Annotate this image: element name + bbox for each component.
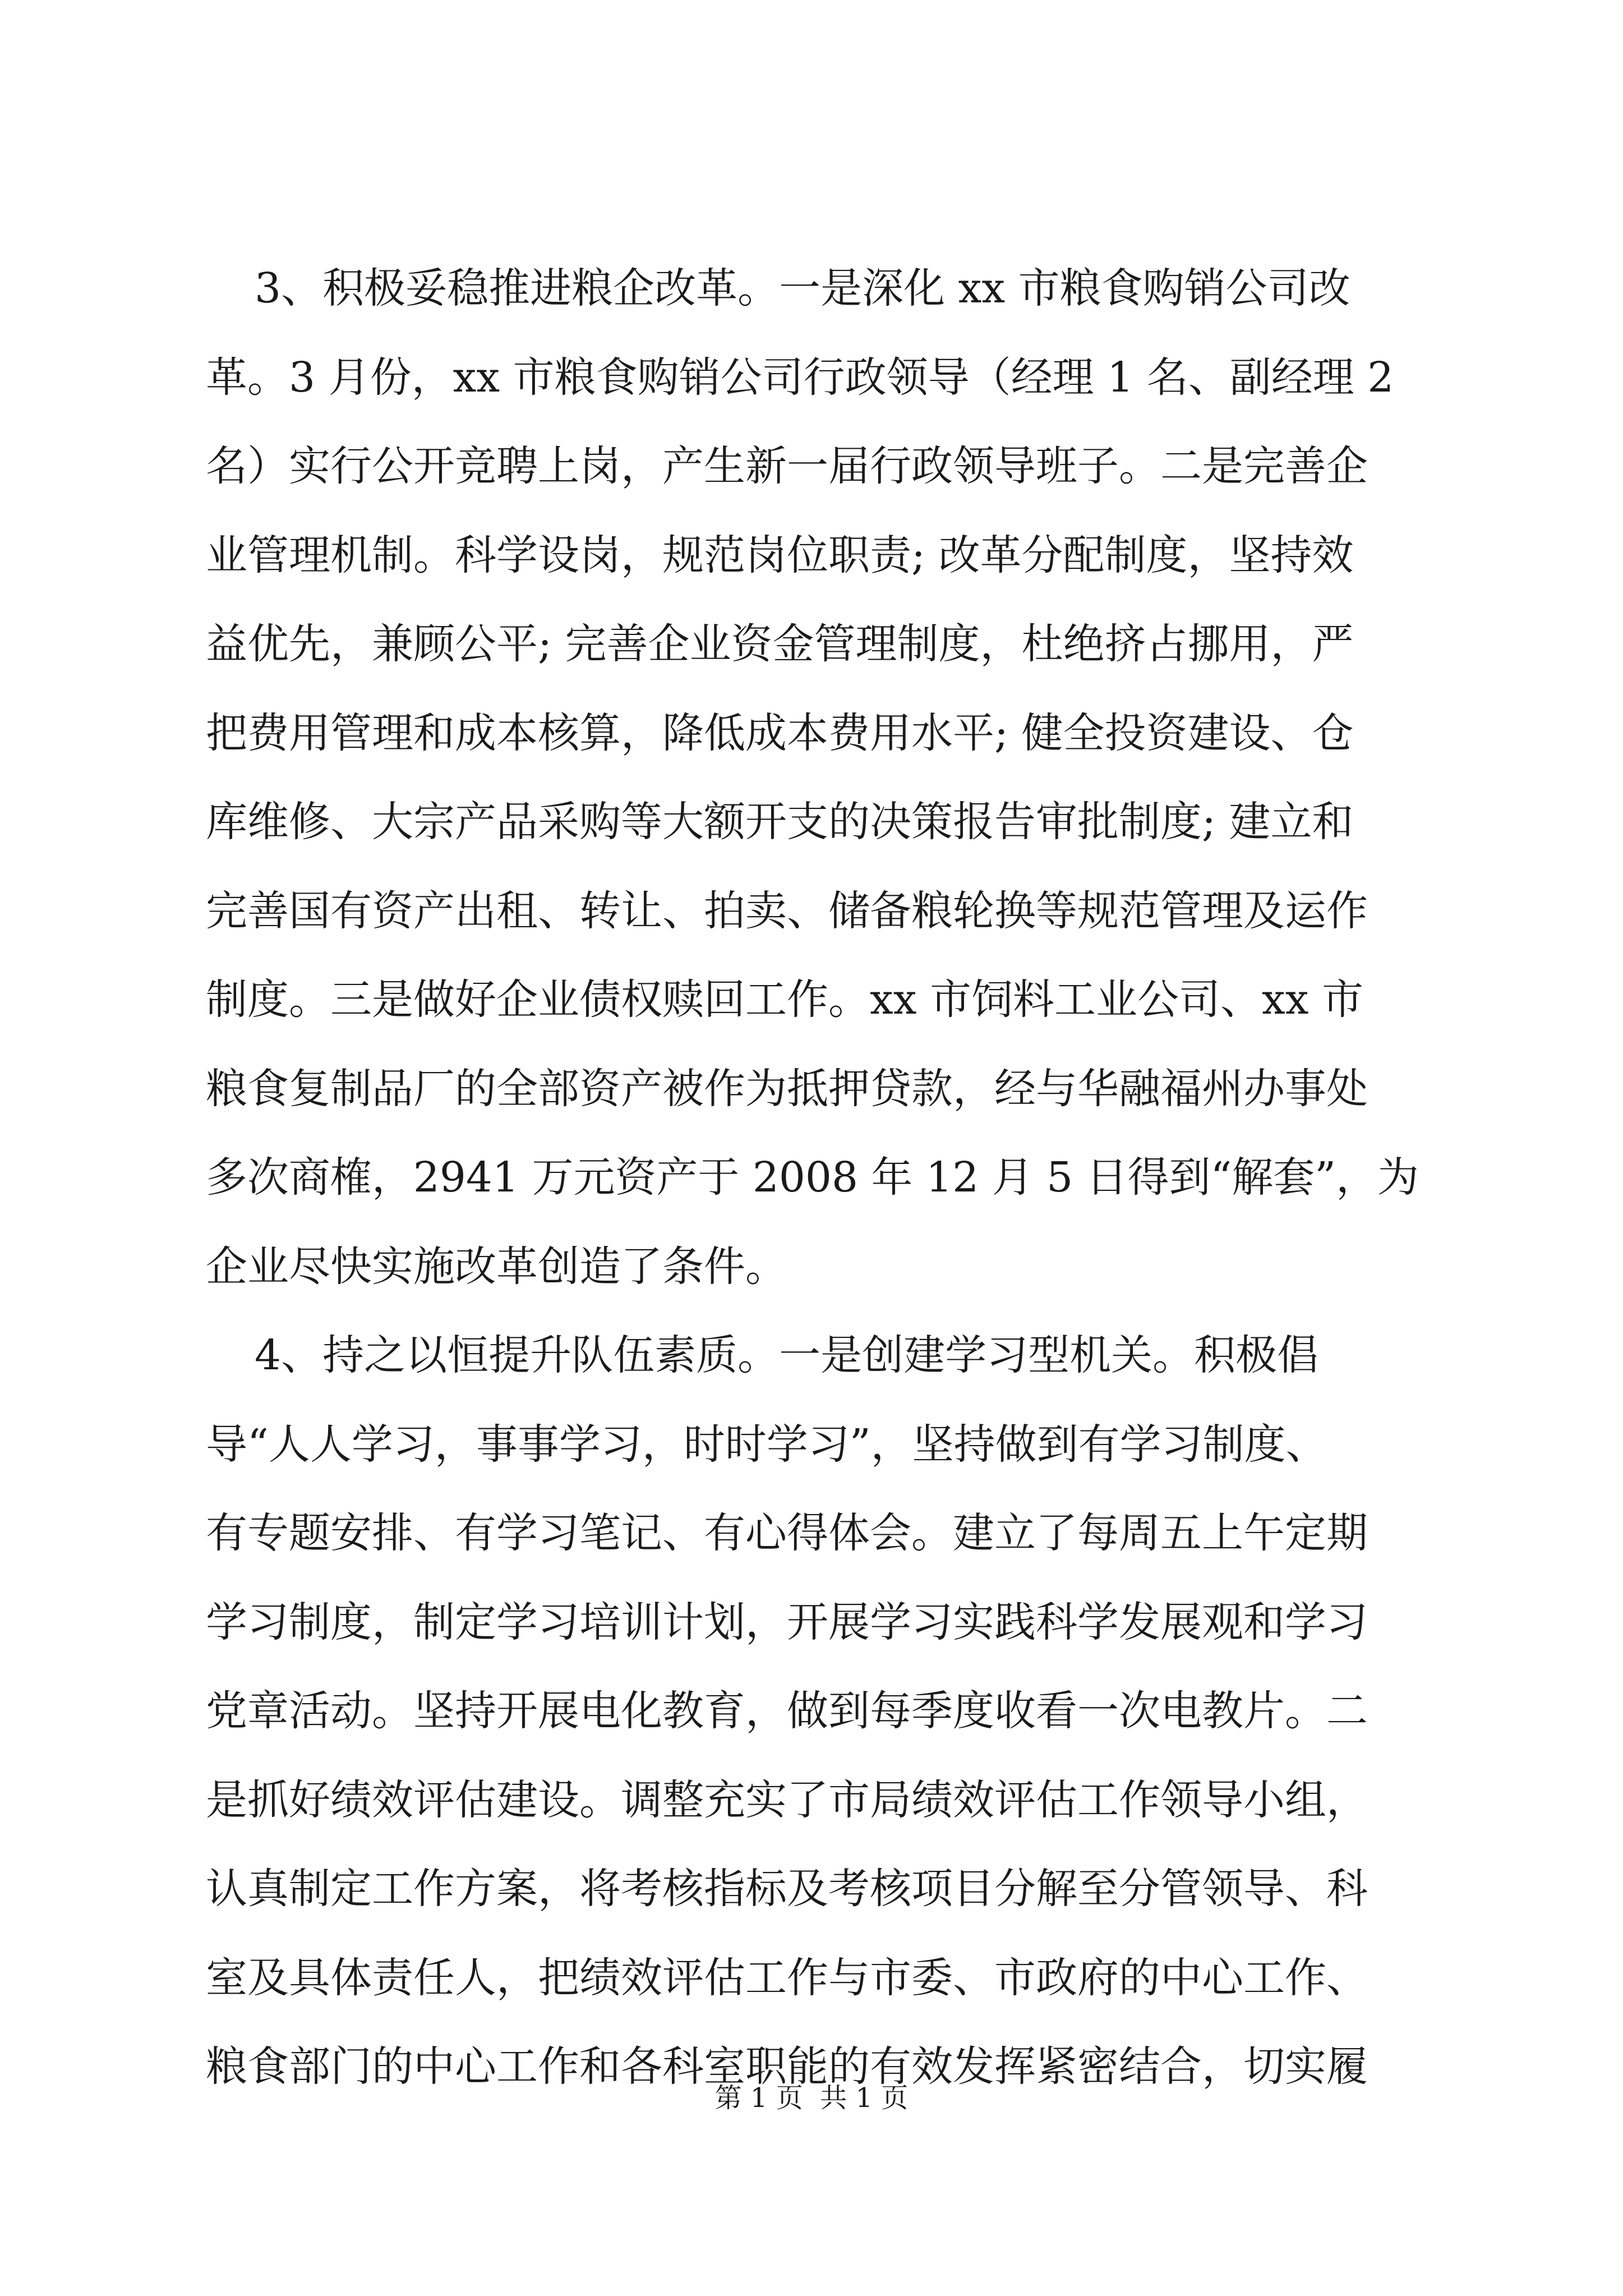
text-line: 室及具体责任人，把绩效评估工作与市委、市政府的中心工作、: [206, 1954, 1368, 2002]
text-line: 完善国有资产出租、转让、拍卖、储备粮轮换等规范管理及运作: [206, 887, 1368, 935]
text-line: 企业尽快实施改革创造了条件。: [206, 1243, 787, 1291]
text-line: 是抓好绩效评估建设。调整充实了市局绩效评估工作领导小组，: [206, 1776, 1368, 1824]
text-line: 认真制定工作方案，将考核指标及考核项目分解至分管领导、科: [206, 1865, 1368, 1913]
text-line: 名）实行公开竞聘上岗，产生新一届行政领导班子。二是完善企: [206, 442, 1368, 490]
text-line: 益优先，兼顾公平; 完善企业资金管理制度，杜绝挤占挪用，严: [206, 620, 1354, 668]
text-line: 革。3 月份，xx 市粮食购销公司行政领导（经理 1 名、副经理 2: [206, 353, 1394, 402]
text-line: 4、持之以恒提升队伍素质。一是创建学习型机关。积极倡: [255, 1331, 1319, 1379]
text-line: 粮食复制品厂的全部资产被作为抵押贷款，经与华融福州办事处: [206, 1065, 1368, 1113]
text-line: 业管理机制。科学设岗，规范岗位职责; 改革分配制度，坚持效: [206, 531, 1354, 579]
page-number-footer: 第 1 页 共 1 页: [714, 2082, 909, 2114]
text-line: 党章活动。坚持开展电化教育，做到每季度收看一次电教片。二: [206, 1687, 1368, 1735]
text-line: 多次商榷，2941 万元资产于 2008 年 12 月 5 日得到“解套”，为: [206, 1153, 1419, 1202]
text-line: 把费用管理和成本核算，降低成本费用水平; 健全投资建设、仓: [206, 709, 1354, 757]
text-line: 3、积极妥稳推进粮企改革。一是深化 xx 市粮食购销公司改: [255, 264, 1350, 312]
text-line: 学习制度，制定学习培训计划，开展学习实践科学发展观和学习: [206, 1598, 1368, 1646]
text-line: 制度。三是做好企业债权赎回工作。xx 市饲料工业公司、xx 市: [206, 976, 1363, 1024]
text-line: 导“人人学习，事事学习，时时学习”，坚持做到有学习制度、: [206, 1420, 1327, 1469]
text-line: 粮食部门的中心工作和各科室职能的有效发挥紧密结合，切实履: [206, 2042, 1368, 2091]
text-line: 库维修、大宗产品采购等大额开支的决策报告审批制度; 建立和: [206, 798, 1354, 846]
text-line: 有专题安排、有学习笔记、有心得体会。建立了每周五上午定期: [206, 1509, 1368, 1557]
